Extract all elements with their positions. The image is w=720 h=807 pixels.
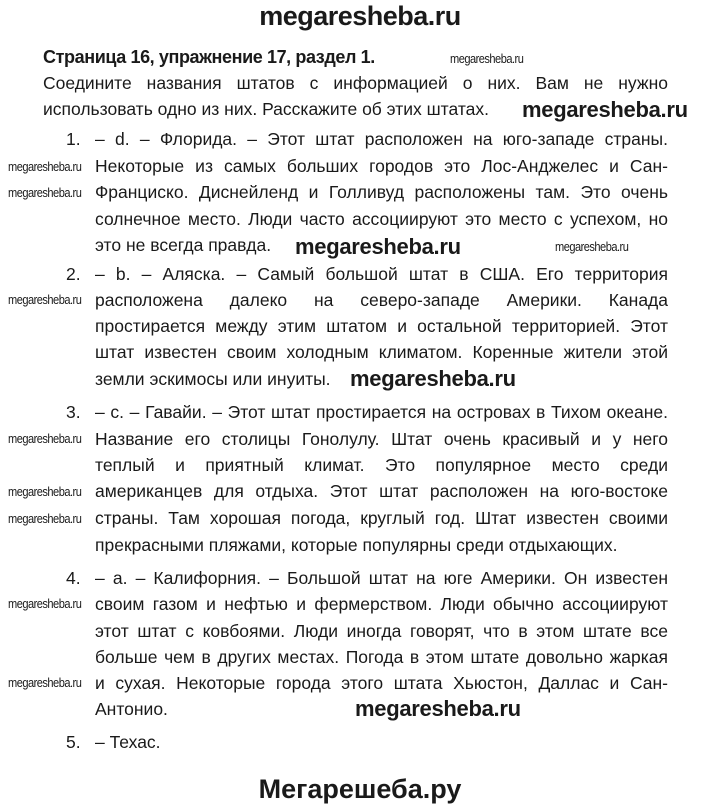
item-line: прекрасными пляжами, которые популярны среди отдыхающих. xyxy=(95,535,618,555)
watermark: megaresheba.ru xyxy=(8,185,82,200)
item-line: земли эскимосы или инуиты. xyxy=(95,369,331,389)
watermark: megaresheba.ru xyxy=(355,696,521,721)
item-line: Название его столицы Гонолулу. Штат очень красивый и у него xyxy=(95,429,668,449)
watermark: megaresheba.ru xyxy=(522,97,688,122)
item-line: это не всегда правда. xyxy=(95,235,272,255)
item-line: больше чем в других местах. Погода в этом штате довольно жаркая xyxy=(95,647,668,667)
item-line: Франциско. Диснейленд и Голливуд расположены там. Это очень xyxy=(95,182,668,202)
watermark: megaresheba.ru xyxy=(555,239,629,254)
item-line: Антонио. xyxy=(95,699,168,719)
watermark: megaresheba.ru xyxy=(8,511,82,526)
watermark: megaresheba.ru xyxy=(8,484,82,499)
item-line: этот штат с ковбоями. Люди иногда говорят, что в этом штате все xyxy=(95,621,668,641)
item-line: теплый и приятный климат. Это популярное место среди xyxy=(95,455,668,475)
item-line: – c. – Гавайи. – Этот штат простирается на островах в Тихом океане. xyxy=(95,402,668,422)
page-heading: Страница 16, упражнение 17, раздел 1. xyxy=(43,47,375,67)
footer-title: Мегарешеба.ру xyxy=(258,774,462,804)
watermark: megaresheba.ru xyxy=(450,51,524,66)
intro-line: использовать одно из них. Расскажите об этих штатах. xyxy=(43,99,490,119)
item-line: Некоторые из самых больших городов это Лос-Анджелес и Сан- xyxy=(95,156,668,176)
item-line: солнечное место. Люди часто ассоциируют это место с успехом, но xyxy=(95,209,668,229)
watermark: megaresheba.ru xyxy=(350,366,516,391)
item-number: 1. xyxy=(66,129,81,149)
item-line: – d. – Флорида. – Этот штат расположен на юго-западе страны. xyxy=(95,129,668,149)
watermark: megaresheba.ru xyxy=(8,675,82,690)
item-line: штат известен своим холодным климатом. Коренные жители этой xyxy=(95,342,668,362)
watermark: megaresheba.ru xyxy=(8,159,82,174)
watermark: megaresheba.ru xyxy=(8,292,82,307)
item-line: расположена далеко на северо-западе Америки. Канада xyxy=(95,290,668,310)
watermark: megaresheba.ru xyxy=(295,234,461,259)
item-line: – a. – Калифорния. – Большой штат на юге Америки. Он известен xyxy=(95,568,668,588)
item-line: своим газом и нефтью и фермерством. Люди обычно ассоциируют xyxy=(95,594,668,614)
item-line: – Техас. xyxy=(95,732,161,752)
item-line: страны. Там хорошая погода, круглый год. Штат известен своими xyxy=(95,508,668,528)
item-line: и сухая. Некоторые города этого штата Хьюстон, Даллас и Сан- xyxy=(95,673,668,693)
item-line: американцев для отдыха. Этот штат расположен на юго-востоке xyxy=(95,481,668,501)
item-number: 2. xyxy=(66,264,81,284)
item-number: 4. xyxy=(66,568,81,588)
watermark: megaresheba.ru xyxy=(8,431,82,446)
item-line: – b. – Аляска. – Самый большой штат в США. Его территория xyxy=(95,264,668,284)
item-number: 5. xyxy=(66,732,81,752)
item-line: простирается между этим штатом и остальной территорией. Этот xyxy=(95,316,668,336)
site-title: megaresheba.ru xyxy=(259,1,461,31)
intro-line: Соедините названия штатов с информацией о них. Вам не нужно xyxy=(43,73,668,93)
item-number: 3. xyxy=(66,402,81,422)
watermark: megaresheba.ru xyxy=(8,596,82,611)
